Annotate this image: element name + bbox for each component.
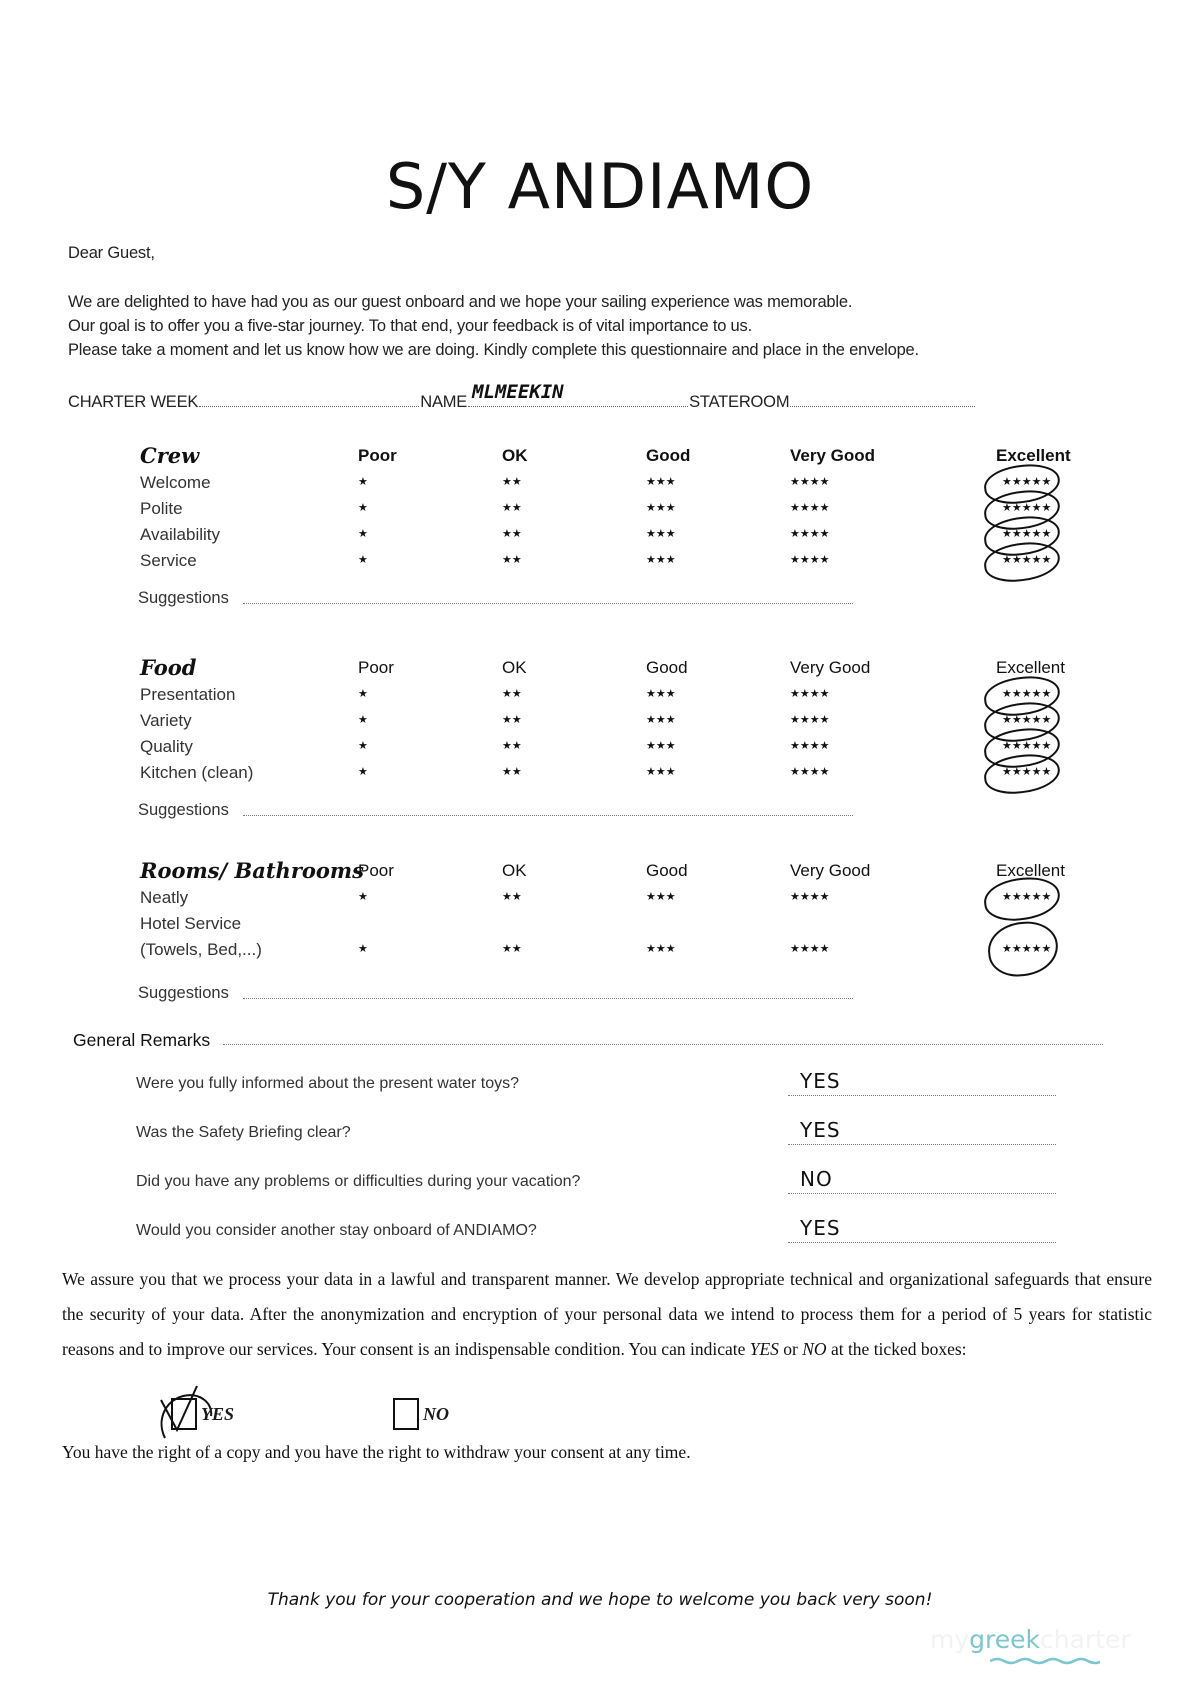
- rating-good[interactable]: ★★★: [646, 501, 676, 514]
- col-good: Good: [646, 446, 691, 465]
- general-remarks: [73, 1030, 1113, 1051]
- intro-paragraph: [68, 290, 919, 362]
- rating-ok[interactable]: ★★: [502, 713, 522, 726]
- rating-poor[interactable]: ★: [358, 739, 368, 752]
- col-excellent: Excellent: [996, 861, 1065, 880]
- rating-excellent[interactable]: ★★★★★: [1002, 501, 1052, 514]
- suggestions-label: Suggestions: [138, 984, 229, 1002]
- rating-excellent[interactable]: ★★★★★: [1002, 942, 1052, 955]
- suggestions-field[interactable]: [243, 603, 853, 604]
- consent-no-label: NO: [423, 1404, 449, 1424]
- question-text: Were you fully informed about the present water toys?: [136, 1075, 520, 1092]
- rating-excellent[interactable]: ★★★★★: [1002, 765, 1052, 778]
- section-title: Food: [140, 655, 197, 680]
- rating-good[interactable]: ★★★: [646, 739, 676, 752]
- general-remarks-field[interactable]: [223, 1044, 1103, 1045]
- rating-poor[interactable]: ★: [358, 527, 368, 540]
- stateroom-field[interactable]: [790, 405, 975, 407]
- suggestions-line: [138, 801, 1098, 831]
- rating-good[interactable]: ★★★: [646, 687, 676, 700]
- rating-row: [138, 523, 1098, 549]
- rating-excellent[interactable]: ★★★★★: [1002, 739, 1052, 752]
- section-rooms-bathrooms: [138, 858, 1098, 1014]
- rating-good[interactable]: ★★★: [646, 527, 676, 540]
- answer-field[interactable]: [788, 1167, 1056, 1194]
- rating-row: [138, 735, 1098, 761]
- privacy-yes-word: YES: [749, 1339, 779, 1359]
- watermark-logo: mygreekcharter: [930, 1625, 1131, 1654]
- rating-very-good[interactable]: ★★★★: [790, 942, 830, 955]
- header-fields: [68, 381, 976, 412]
- rating-very-good[interactable]: ★★★★: [790, 553, 830, 566]
- row-label: Neatly: [140, 888, 189, 907]
- rating-very-good[interactable]: ★★★★: [790, 890, 830, 903]
- rating-very-good[interactable]: ★★★★: [790, 765, 830, 778]
- rating-poor[interactable]: ★: [358, 475, 368, 488]
- section-food: [138, 655, 1098, 831]
- rating-very-good[interactable]: ★★★★: [790, 501, 830, 514]
- rating-row-label-only: [138, 912, 1098, 938]
- question-text: Was the Safety Briefing clear?: [136, 1124, 351, 1141]
- suggestions-label: Suggestions: [138, 801, 229, 819]
- rating-poor[interactable]: ★: [358, 713, 368, 726]
- name-label: NAME: [420, 393, 468, 411]
- question-text: Did you have any problems or difficulties during your vacation?: [136, 1173, 581, 1190]
- rating-poor[interactable]: ★: [358, 890, 368, 903]
- rating-poor[interactable]: ★: [358, 687, 368, 700]
- rating-excellent[interactable]: ★★★★★: [1002, 553, 1052, 566]
- rating-poor[interactable]: ★: [358, 501, 368, 514]
- col-ok: OK: [502, 861, 527, 880]
- intro-line: Please take a moment and let us know how we are doing. Kindly complete this questionnaire and place in the envelope.: [68, 341, 919, 359]
- row-sublabel: (Towels, Bed,...): [140, 940, 262, 959]
- col-excellent: Excellent: [996, 658, 1065, 677]
- rating-row: [138, 761, 1098, 787]
- rating-row: [138, 497, 1098, 523]
- stateroom-label: STATEROOM: [689, 393, 790, 411]
- rating-very-good[interactable]: ★★★★: [790, 475, 830, 488]
- question-row: [136, 1118, 1066, 1154]
- suggestions-label: Suggestions: [138, 589, 229, 607]
- rating-ok[interactable]: ★★: [502, 501, 522, 514]
- rating-ok[interactable]: ★★: [502, 765, 522, 778]
- consent-yes-label: YES: [201, 1404, 235, 1424]
- col-very-good: Very Good: [790, 446, 876, 465]
- rating-poor[interactable]: ★: [358, 765, 368, 778]
- col-ok: OK: [502, 658, 527, 677]
- rating-ok[interactable]: ★★: [502, 475, 522, 488]
- answer-value: YES: [800, 1216, 841, 1240]
- rating-good[interactable]: ★★★: [646, 713, 676, 726]
- general-remarks-label: General Remarks: [73, 1030, 211, 1050]
- suggestions-line: [138, 984, 1098, 1014]
- col-very-good: Very Good: [790, 861, 871, 880]
- row-label: Service: [140, 551, 197, 570]
- col-poor: Poor: [358, 658, 394, 677]
- row-label: Quality: [140, 737, 193, 756]
- question-row: [136, 1216, 1066, 1252]
- question-row: [136, 1167, 1066, 1203]
- suggestions-line: [138, 589, 1098, 619]
- rating-ok[interactable]: ★★: [502, 687, 522, 700]
- privacy-text: We assure you that we process your data in a lawful and transparent manner. We develop appropriate technical and organizational safeguards that ensure the security of your data. After the anonymization and encryption of your personal data we intend to process them for a period of 5 years for statistic reasons and to improve our services. Your consent is an indispensable condition. You can indicate: [62, 1269, 1152, 1359]
- row-label: Kitchen (clean): [140, 763, 254, 782]
- answer-field[interactable]: [788, 1216, 1056, 1243]
- section-crew: [138, 443, 1098, 619]
- rating-excellent[interactable]: ★★★★★: [1002, 475, 1052, 488]
- wave-icon: [990, 1657, 1100, 1665]
- rating-good[interactable]: ★★★: [646, 942, 676, 955]
- rating-ok[interactable]: ★★: [502, 739, 522, 752]
- intro-line: We are delighted to have had you as our guest onboard and we hope your sailing experience was memorable.: [68, 293, 853, 311]
- rating-good[interactable]: ★★★: [646, 553, 676, 566]
- rating-poor[interactable]: ★: [358, 942, 368, 955]
- question-row: [136, 1069, 1066, 1105]
- col-good: Good: [646, 658, 688, 677]
- section-title: Crew: [140, 443, 200, 468]
- answer-field[interactable]: [788, 1069, 1056, 1096]
- name-field[interactable]: [468, 381, 688, 407]
- row-label: Variety: [140, 711, 192, 730]
- row-label: Welcome: [140, 473, 211, 492]
- rating-row: [138, 938, 1098, 964]
- rights-notice: You have the right of a copy and you have the right to withdraw your consent at any time.: [62, 1442, 691, 1462]
- rating-row: [138, 549, 1098, 575]
- rating-excellent[interactable]: ★★★★★: [1002, 527, 1052, 540]
- rating-ok[interactable]: ★★: [502, 890, 522, 903]
- rating-good[interactable]: ★★★: [646, 765, 676, 778]
- col-good: Good: [646, 861, 688, 880]
- section-header: [138, 443, 1098, 471]
- suggestions-field[interactable]: [243, 998, 853, 999]
- answer-field[interactable]: [788, 1118, 1056, 1145]
- row-label: Availability: [140, 525, 221, 544]
- rating-row: [138, 471, 1098, 497]
- answer-value: YES: [800, 1069, 841, 1093]
- rating-row: [138, 886, 1098, 912]
- suggestions-field[interactable]: [243, 815, 853, 816]
- consent-no-checkbox[interactable]: [393, 1398, 419, 1430]
- question-text: Would you consider another stay onboard of ANDIAMO?: [136, 1222, 537, 1239]
- section-title: Rooms/ Bathrooms: [140, 858, 364, 883]
- col-very-good: Very Good: [790, 658, 871, 677]
- col-poor: Poor: [358, 446, 397, 465]
- rating-good[interactable]: ★★★: [646, 475, 676, 488]
- rating-good[interactable]: ★★★: [646, 890, 676, 903]
- rating-ok[interactable]: ★★: [502, 527, 522, 540]
- charter-week-field[interactable]: [199, 405, 419, 407]
- rating-row: [138, 709, 1098, 735]
- rating-excellent[interactable]: ★★★★★: [1002, 687, 1052, 700]
- greeting: Dear Guest,: [68, 244, 155, 262]
- rating-ok[interactable]: ★★: [502, 942, 522, 955]
- privacy-notice: We assure you that we process your data in a lawful and transparent manner. We develop appropriate technical and organizational safeguards that ensure the security of your data. After the anonymization and encryption of your personal data we intend to process them for a period of 5 years for statistic reasons and to improve our services. Your consent is an indispensable condition. You can indicate YES or NO at the ticked boxes:: [62, 1269, 1152, 1359]
- rating-very-good[interactable]: ★★★★: [790, 687, 830, 700]
- rating-excellent[interactable]: ★★★★★: [1002, 713, 1052, 726]
- rating-excellent[interactable]: ★★★★★: [1002, 890, 1052, 903]
- rating-very-good[interactable]: ★★★★: [790, 713, 830, 726]
- document-title: S/Y ANDIAMO: [385, 150, 815, 223]
- section-header: [138, 858, 1098, 886]
- col-poor: Poor: [358, 861, 394, 880]
- charter-week-label: CHARTER WEEK: [68, 393, 199, 411]
- section-header: [138, 655, 1098, 683]
- rating-ok[interactable]: ★★: [502, 553, 522, 566]
- consent-checkboxes: [165, 1398, 565, 1434]
- col-ok: OK: [502, 446, 528, 465]
- answer-value: YES: [800, 1118, 841, 1142]
- name-value: MLMEEKIN: [472, 381, 564, 403]
- intro-line: Our goal is to offer you a five-star journey. To that end, your feedback is of vital importance to us.: [68, 317, 752, 335]
- rating-very-good[interactable]: ★★★★: [790, 527, 830, 540]
- row-label: Hotel Service: [140, 914, 242, 933]
- rating-very-good[interactable]: ★★★★: [790, 739, 830, 752]
- row-label: Polite: [140, 499, 183, 518]
- answer-value: NO: [800, 1167, 833, 1191]
- consent-yes-checkbox[interactable]: [171, 1398, 197, 1430]
- rating-poor[interactable]: ★: [358, 553, 368, 566]
- rating-row: [138, 683, 1098, 709]
- privacy-no-word: NO: [802, 1339, 827, 1359]
- closing-message: Thank you for your cooperation and we hope to welcome you back very soon!: [267, 1590, 933, 1610]
- col-excellent: Excellent: [996, 446, 1071, 465]
- row-label: Presentation: [140, 685, 236, 704]
